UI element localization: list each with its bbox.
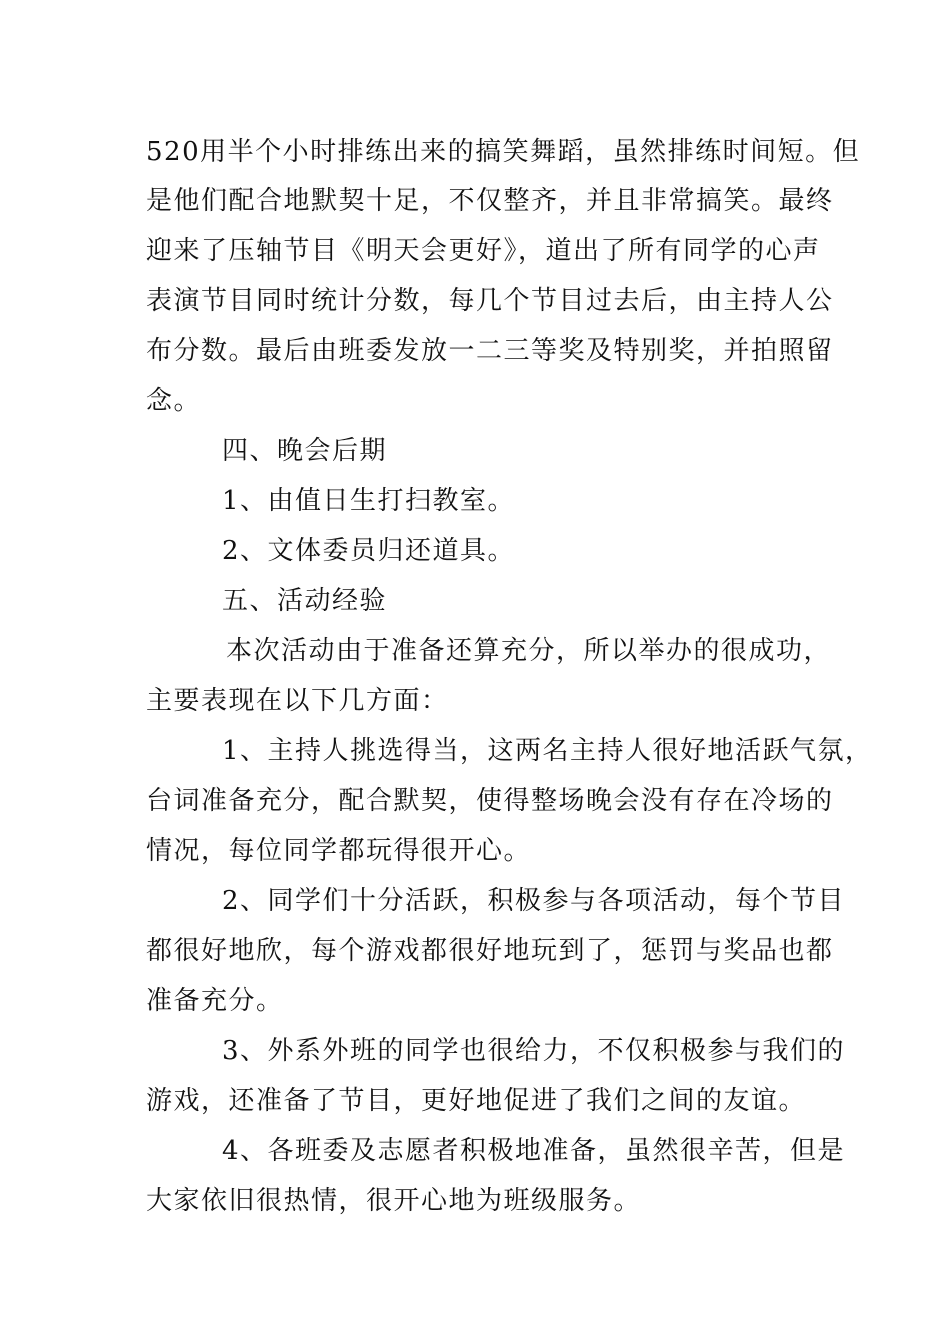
list-item: 4、各班委及志愿者积极地准备，虽然很辛苦，但是 — [222, 1136, 846, 1166]
section-heading: 五、活动经验 — [222, 586, 388, 616]
paragraph-line: 大家依旧很热情，很开心地为班级服务。 — [146, 1186, 642, 1216]
paragraph-line: 520用半个小时排练出来的搞笑舞蹈，虽然排练时间短。但 — [146, 137, 861, 167]
paragraph-line: 迎来了压轴节目《明天会更好》，道出了所有同学的心声 — [146, 236, 821, 266]
paragraph-line: 都很好地欣，每个游戏都很好地玩到了，惩罚与奖品也都 — [146, 936, 834, 966]
paragraph-line: 布分数。最后由班委发放一二三等奖及特别奖，并拍照留 — [146, 336, 834, 366]
paragraph-line: 表演节目同时统计分数，每几个节目过去后，由主持人公 — [146, 286, 834, 316]
paragraph-line: 本次活动由于准备还算充分，所以举办的很成功， — [226, 636, 832, 666]
list-item: 3、外系外班的同学也很给力，不仅积极参与我们的 — [222, 1036, 846, 1066]
list-item: 1、主持人挑选得当，这两名主持人很好地活跃气氛， — [222, 736, 873, 766]
paragraph-line: 游戏，还准备了节目，更好地促进了我们之间的友谊。 — [146, 1086, 807, 1116]
paragraph-line: 主要表现在以下几方面： — [146, 686, 449, 716]
paragraph-line: 台词准备充分，配合默契，使得整场晚会没有存在冷场的 — [146, 786, 834, 816]
list-item: 2、文体委员归还道具。 — [222, 536, 516, 566]
paragraph-line: 准备充分。 — [146, 986, 284, 1016]
list-item: 2、同学们十分活跃，积极参与各项活动，每个节目 — [222, 886, 846, 916]
paragraph-line: 念。 — [146, 386, 202, 416]
section-heading: 四、晚会后期 — [222, 436, 388, 466]
list-item: 1、由值日生打扫教室。 — [222, 486, 516, 516]
paragraph-line: 是他们配合地默契十足，不仅整齐，并且非常搞笑。最终 — [146, 186, 834, 216]
paragraph-line: 情况，每位同学都玩得很开心。 — [146, 836, 532, 866]
